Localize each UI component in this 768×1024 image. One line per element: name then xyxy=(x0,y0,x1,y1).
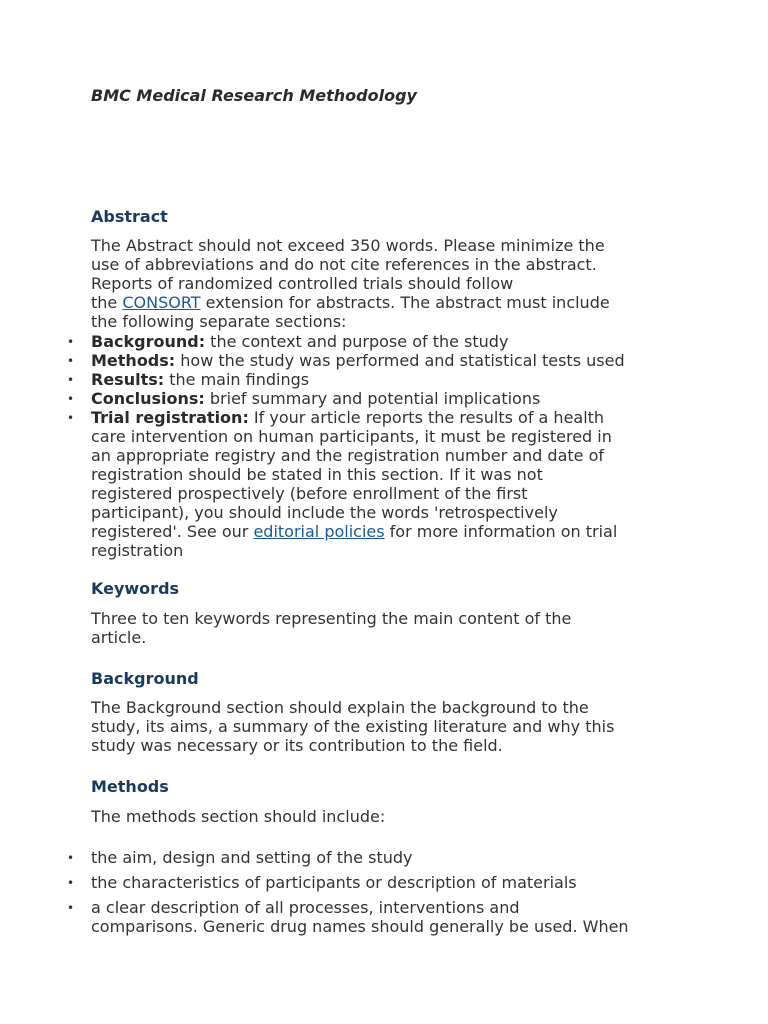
list-item xyxy=(91,898,691,936)
methods-intro: The methods section should include: xyxy=(91,807,386,826)
keywords-heading: Keywords xyxy=(91,579,180,598)
trial-line-4: registration should be stated in this section. If it was not xyxy=(91,465,543,484)
abstract-heading: Abstract xyxy=(91,207,168,226)
abstract-intro-line-4-pre: the xyxy=(91,293,123,312)
list-item xyxy=(91,332,691,351)
list-item-text: brief summary and potential implications xyxy=(204,389,541,408)
list-item: • the aim, design and setting of the study xyxy=(91,848,691,867)
list-item-label: Results: xyxy=(91,370,165,389)
list-item-text: how the study was performed and statistical tests used xyxy=(175,351,625,370)
abstract-intro-line-2: use of abbreviations and do not cite references in the abstract. xyxy=(91,255,597,274)
methods-list xyxy=(91,848,691,942)
list-item-label: Background: xyxy=(91,332,206,351)
list-item-label: Methods: xyxy=(91,351,176,370)
background-line-1: The Background section should explain the background to the xyxy=(91,698,589,717)
list-item-trial-registration xyxy=(91,408,691,560)
consort-link[interactable]: CONSORT xyxy=(122,293,201,312)
journal-title: BMC Medical Research Methodology xyxy=(91,86,417,105)
trial-line-3: an appropriate registry and the registration number and date of xyxy=(91,446,604,465)
list-item-label: Trial registration: xyxy=(91,408,249,427)
trial-line-6: participant), you should include the words 'retrospectively xyxy=(91,503,558,522)
list-item-label: Conclusions: xyxy=(91,389,205,408)
abstract-intro xyxy=(91,236,687,331)
list-item-text: the context and purpose of the study xyxy=(205,332,509,351)
methods-item-3-line-2: comparisons. Generic drug names should generally be used. When xyxy=(91,917,629,936)
abstract-intro-line-3: Reports of randomized controlled trials should follow xyxy=(91,274,514,293)
abstract-intro-line-4-post: extension for abstracts. The abstract must include xyxy=(200,293,610,312)
abstract-intro-line-1: The Abstract should not exceed 350 words. Please minimize the xyxy=(91,236,605,255)
abstract-sections-list xyxy=(91,332,691,560)
abstract-intro-line-5: the following separate sections: xyxy=(91,312,347,331)
editorial-policies-link[interactable]: editorial policies xyxy=(253,522,385,541)
list-item-text: the main findings xyxy=(164,370,310,389)
trial-line-7-pre: registered'. See our xyxy=(91,522,254,541)
background-line-3: study was necessary or its contribution to the field. xyxy=(91,736,503,755)
methods-item-3-line-1: a clear description of all processes, interventions and xyxy=(91,898,520,917)
trial-line-8: registration xyxy=(91,541,184,560)
keywords-line-1: Three to ten keywords representing the main content of the xyxy=(91,609,572,628)
background-heading: Background xyxy=(91,669,199,688)
list-item xyxy=(91,370,691,389)
list-item xyxy=(91,351,691,370)
list-item: • the characteristics of participants or description of materials xyxy=(91,873,691,892)
trial-line-7-post: for more information on trial xyxy=(384,522,618,541)
trial-line-2: care intervention on human participants, it must be registered in xyxy=(91,427,612,446)
methods-heading: Methods xyxy=(91,777,169,796)
trial-line-1: If your article reports the results of a health xyxy=(248,408,605,427)
background-line-2: study, its aims, a summary of the existing literature and why this xyxy=(91,717,615,736)
background-text xyxy=(91,698,687,755)
keywords-line-2: article. xyxy=(91,628,147,647)
list-item xyxy=(91,389,691,408)
keywords-text xyxy=(91,609,687,647)
trial-line-5: registered prospectively (before enrollment of the first xyxy=(91,484,528,503)
